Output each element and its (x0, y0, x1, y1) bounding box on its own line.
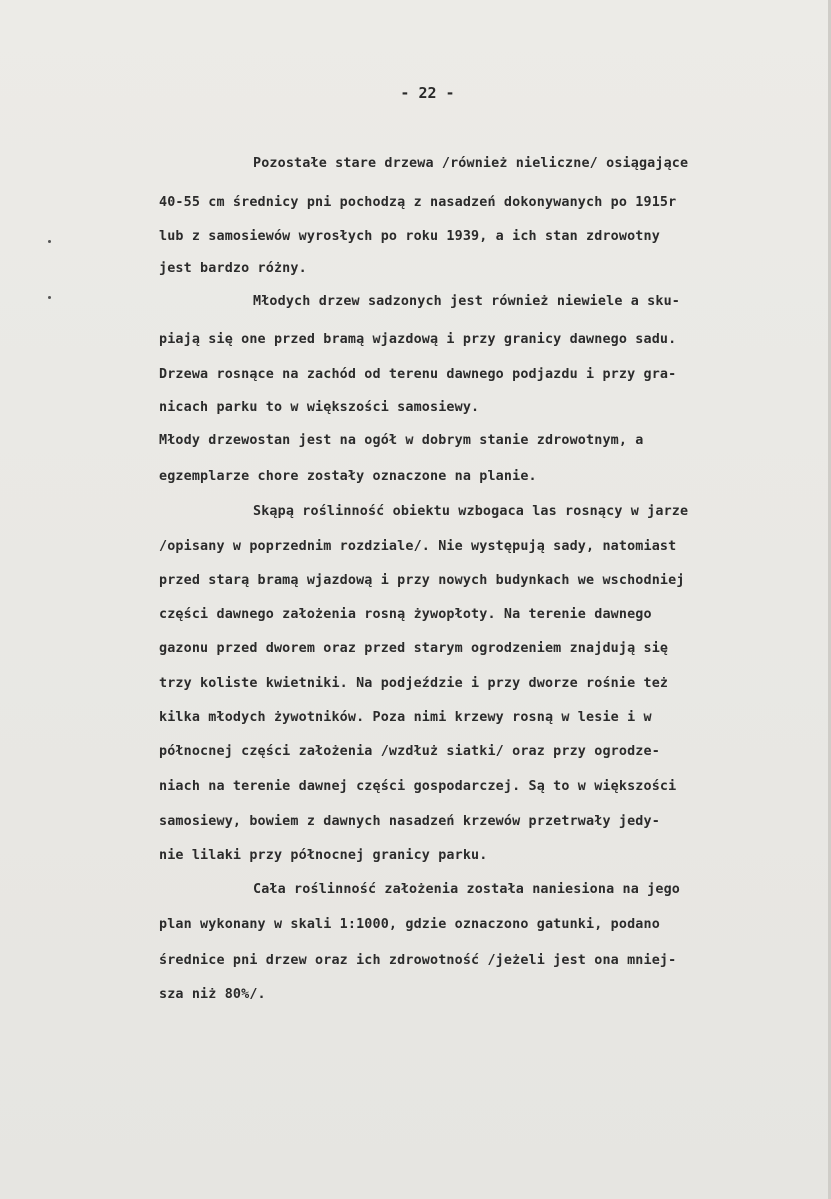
text-line: Cała roślinność założenia została naniesiona na jego (253, 882, 681, 897)
text-line: samosiewy, bowiem z dawnych nasadzeń krzewów przetrwały jedy- (159, 814, 660, 829)
text-line: 40-55 cm średnicy pni pochodzą z nasadzeń dokonywanych po 1915r (159, 195, 677, 210)
text-line: trzy koliste kwietniki. Na podjeździe i przy dworze rośnie też (159, 676, 669, 691)
text-line: Młody drzewostan jest na ogół w dobrym stanie zdrowotnym, a (159, 433, 644, 448)
text-line: Młodych drzew sadzonych jest również niewiele a sku- (253, 294, 681, 309)
text-line: /opisany w poprzednim rozdziale/. Nie występują sady, natomiast (159, 539, 677, 554)
text-line: piają się one przed bramą wjazdową i przy granicy dawnego sadu. (159, 332, 677, 347)
text-line: przed starą bramą wjazdową i przy nowych budynkach we wschodniej (159, 573, 685, 588)
margin-mark (48, 296, 51, 299)
text-line: egzemplarze chore zostały oznaczone na planie. (159, 469, 537, 484)
text-line: części dawnego założenia rosną żywopłoty. Na terenie dawnego (159, 607, 652, 622)
text-line: nicach parku to w większości samosiewy. (159, 400, 480, 415)
text-line: północnej części założenia /wzdłuż siatki/ oraz przy ogrodze- (159, 744, 660, 759)
text-line: średnice pni drzew oraz ich zdrowotność /jeżeli jest ona mniej- (159, 953, 677, 968)
text-line: lub z samosiewów wyrosłych po roku 1939, a ich stan zdrowotny (159, 229, 660, 244)
text-line: sza niż 80%/. (159, 987, 266, 1002)
margin-mark (48, 240, 51, 243)
text-line: Skąpą roślinność obiektu wzbogaca las rosnący w jarze (253, 504, 689, 519)
text-line: Pozostałe stare drzewa /również nieliczne/ osiągające (253, 156, 689, 171)
text-line: gazonu przed dworem oraz przed starym ogrodzeniem znajdują się (159, 641, 669, 656)
page-number: - 22 - (400, 84, 455, 102)
text-line: niach na terenie dawnej części gospodarczej. Są to w większości (159, 779, 677, 794)
text-line: nie lilaki przy północnej granicy parku. (159, 848, 488, 863)
text-line: kilka młodych żywotników. Poza nimi krzewy rosną w lesie i w (159, 710, 652, 725)
text-line: Drzewa rosnące na zachód od terenu dawnego podjazdu i przy gra- (159, 367, 677, 382)
text-line: jest bardzo różny. (159, 261, 307, 276)
text-line: plan wykonany w skali 1:1000, gdzie oznaczono gatunki, podano (159, 917, 660, 932)
